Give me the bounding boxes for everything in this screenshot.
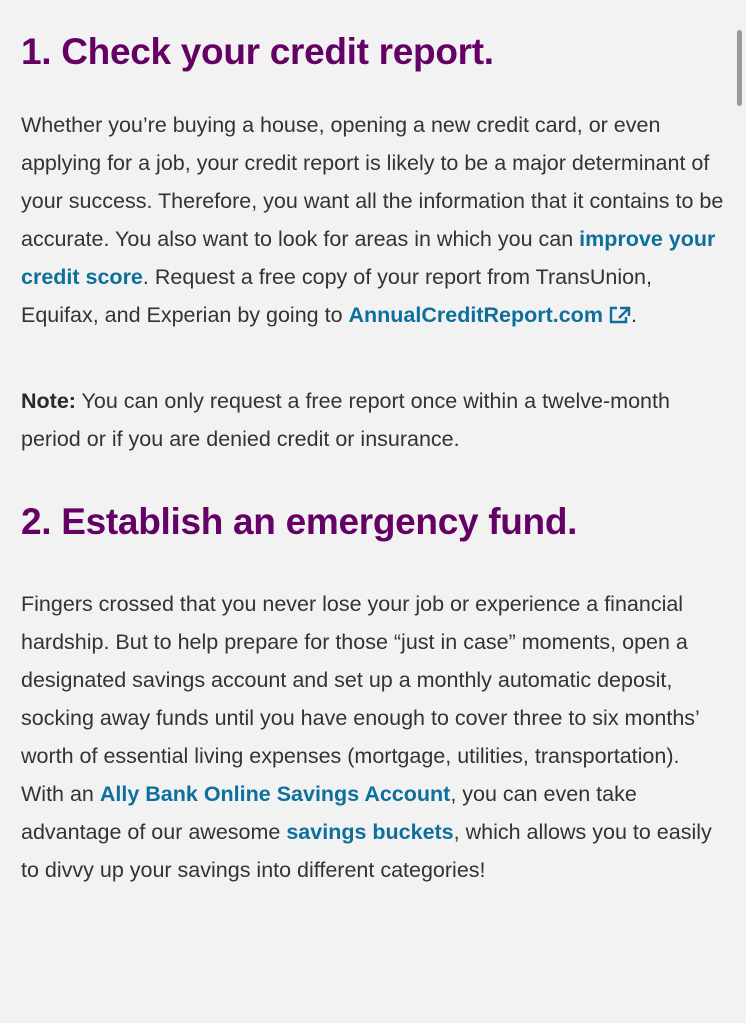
external-link-icon — [609, 298, 631, 316]
paragraph-text: Whether you’re buying a house, opening a new credit card, or even applying for a job, your credit report is likely to be a major determinant of your success. Therefore, you want all the information that it contains to be accurate. You also want to look for areas in which you can — [21, 113, 724, 252]
paragraph-text: Fingers crossed that you never lose your job or experience a financial hardship. But to help prepare for those “just in case” moments, open a designated savings account and set up a monthly automatic deposit, socking away funds until you have enough to cover three to six months’ worth of essential living expenses (mortgage, utilities, transportation). With an — [21, 591, 700, 806]
section-1-paragraph — [21, 106, 727, 334]
paragraph-text: . — [630, 303, 637, 328]
paragraph-text: . Request a free copy of your report from TransUnion, Equifax, and Experian by going to — [21, 265, 652, 328]
paragraph-text: , which allows you to easily to divvy up your savings into different categories! — [21, 819, 712, 882]
section-2-paragraph — [21, 585, 727, 889]
improve-credit-score-link[interactable]: improve your credit score — [21, 227, 716, 290]
annual-credit-report-link-label: AnnualCreditReport.com — [348, 303, 603, 328]
paragraph-text: , you can even take advantage of our awesome — [21, 781, 637, 844]
vertical-scrollbar[interactable] — [737, 30, 742, 106]
annual-credit-report-link[interactable] — [349, 303, 631, 327]
note-label: Note: — [21, 389, 76, 414]
section-1-heading: 1. Check your credit report. — [21, 31, 494, 72]
section-2-heading: 2. Establish an emergency fund. — [21, 501, 578, 543]
savings-buckets-link[interactable]: savings buckets — [286, 819, 454, 844]
note-text: You can only request a free report once within a twelve-month period or if you are denied credit or insurance. — [21, 389, 670, 452]
ally-savings-account-link[interactable]: Ally Bank Online Savings Account — [99, 781, 451, 806]
article-content — [21, 30, 727, 889]
note-paragraph — [21, 382, 727, 458]
